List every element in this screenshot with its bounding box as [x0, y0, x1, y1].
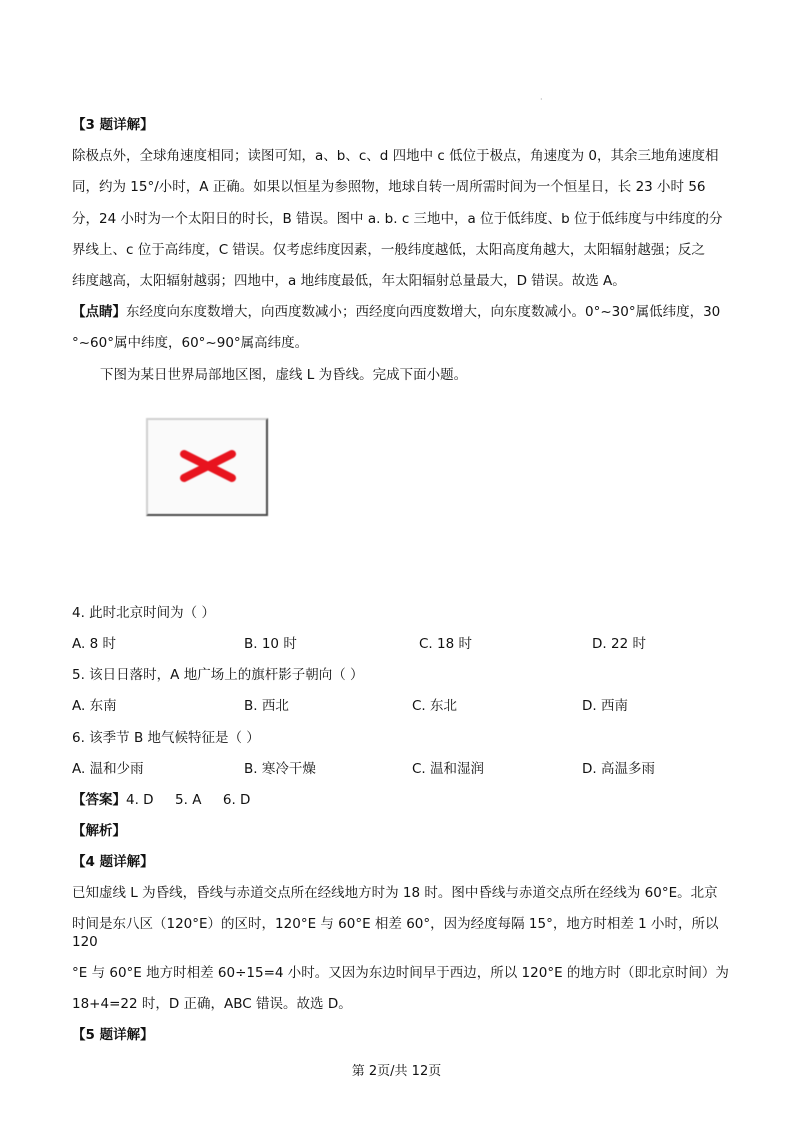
- section3-line-4: 界线上、c 位于高纬度，C 错误。仅考虑纬度因素，一般纬度越低，太阳高度角越大，太阳辐射越强；反之: [72, 242, 705, 258]
- question-6-stem: 6. 该季节 B 地气候特征是（ ）: [72, 730, 260, 746]
- question-5-stem: 5. 该日日落时，A 地广场上的旗杆影子朝向（ ）: [72, 667, 364, 683]
- q5-option-a: A. 东南: [72, 698, 117, 714]
- page-number-footer: 第 2页/共 12页: [351, 1064, 442, 1079]
- q5-option-b: B. 西北: [244, 698, 289, 714]
- section4-heading: 【4 题详解】: [72, 854, 154, 870]
- section3-line-5: 纬度越高，太阳辐射越弱；四地中，a 地纬度最低，年太阳辐射总量最大，D 错误。故选 A。: [72, 273, 626, 289]
- q5-option-d: D. 西南: [582, 698, 628, 714]
- section4-line-1: 已知虚线 L 为昏线，昏线与赤道交点所在经线地方时为 18 时。图中昏线与赤道交点所在经线为 60°E。北京: [72, 885, 718, 901]
- q5-option-c: C. 东北: [412, 698, 458, 714]
- tip-line-2: °~60°属中纬度，60°~90°属高纬度。: [72, 335, 309, 351]
- broken-image-icon: [176, 446, 240, 486]
- question-4-stem: 4. 此时北京时间为（ ）: [72, 605, 215, 621]
- analysis-label: 【解析】: [72, 823, 126, 839]
- q4-option-d: D. 22 时: [592, 636, 646, 652]
- tip-label: 【点睛】: [72, 304, 126, 320]
- section5-heading: 【5 题详解】: [72, 1027, 154, 1043]
- section4-line-2: 时间是东八区（120°E）的区时，120°E 与 60°E 相差 60°，因为经度每隔 15°，地方时相差 1 小时，所以: [72, 916, 719, 932]
- tip-text-1: 东经度向东度数增大，向西度数减小；西经度向西度数增大，向东度数减小。0°~30°属低纬度，30: [126, 304, 721, 320]
- section3-line-2: 同，约为 15°/小时，A 正确。如果以恒星为参照物，地球自转一周所需时间为一个恒星日，长 23 小时 56: [72, 179, 706, 195]
- tip-line-1: [72, 303, 720, 321]
- question-intro: 下图为某日世界局部地区图，虚线 L 为昏线。完成下面小题。: [100, 367, 468, 383]
- section3-heading: 【3 题详解】: [72, 117, 154, 133]
- section4-line-4: °E 与 60°E 地方时相差 60÷15=4 小时。又因为东边时间早于西边，所以 120°E 的地方时（即北京时间）为: [72, 965, 729, 981]
- section3-line-3: 分，24 小时为一个太阳日的时长，B 错误。图中 a. b. c 三地中，a 位于低纬度、b 位于低纬度与中纬度的分: [72, 211, 723, 227]
- section4-line-5: 18+4=22 时，D 正确，ABC 错误。故选 D。: [72, 996, 352, 1012]
- q6-option-c: C. 温和湿润: [412, 761, 485, 777]
- q4-option-a: A. 8 时: [72, 636, 116, 652]
- section3-line-1: 除极点外，全球角速度相同；读图可知，a、b、c、d 四地中 c 低位于极点，角速度为 0，其余三地角速度相: [72, 148, 719, 164]
- q6-option-d: D. 高温多雨: [582, 761, 655, 777]
- answer-line: [72, 791, 250, 809]
- q6-option-b: B. 寒冷干燥: [244, 761, 316, 777]
- answer-label: 【答案】: [72, 792, 126, 808]
- q4-option-c: C. 18 时: [419, 636, 472, 652]
- q6-option-a: A. 温和少雨: [72, 761, 144, 777]
- section4-line-3: 120: [72, 934, 98, 950]
- answer-text: 4. D 5. A 6. D: [126, 792, 251, 808]
- scan-dot: ·: [540, 95, 543, 104]
- broken-image-placeholder: [146, 418, 268, 516]
- q4-option-b: B. 10 时: [244, 636, 297, 652]
